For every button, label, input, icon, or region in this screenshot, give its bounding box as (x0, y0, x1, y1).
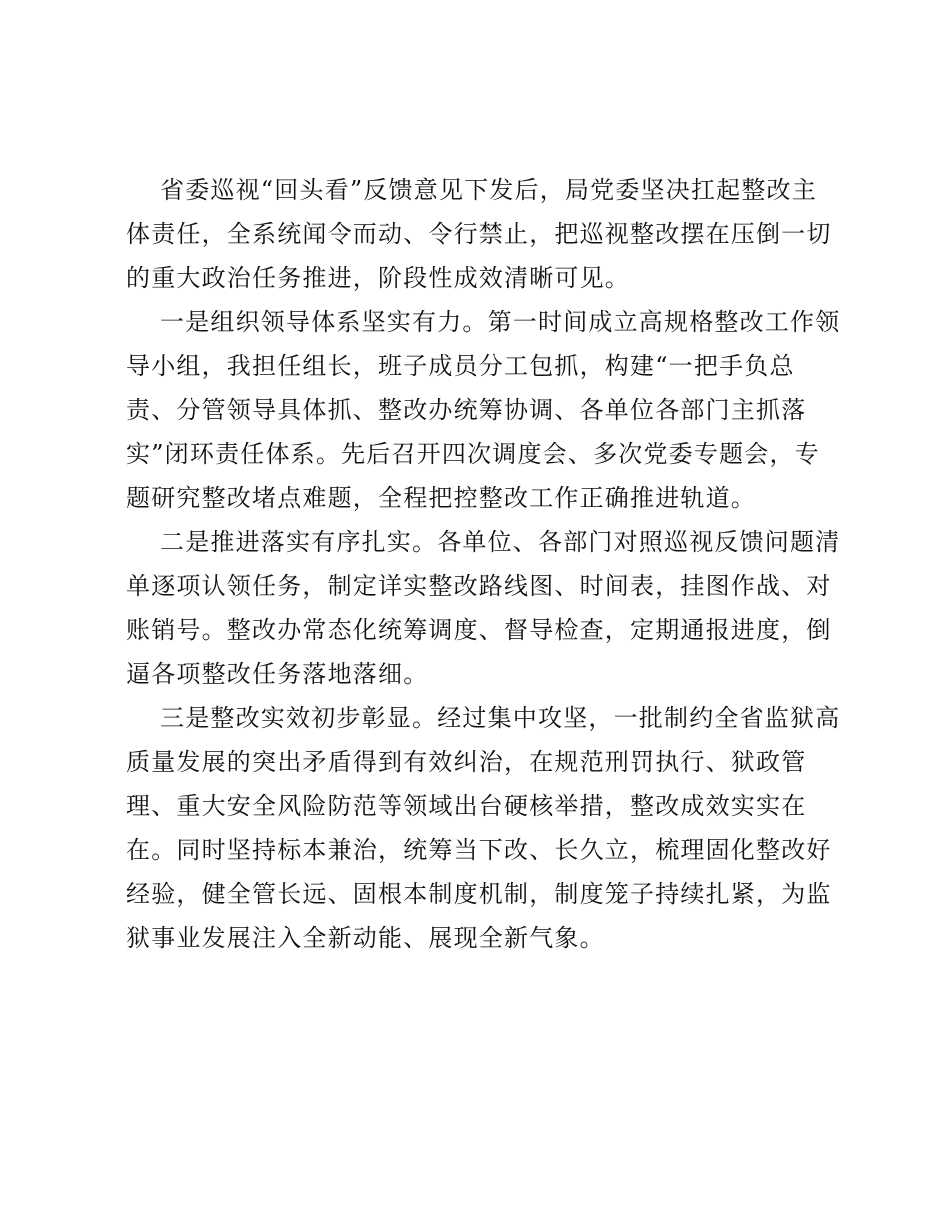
document-body (126, 168, 841, 960)
text-line: 逼各项整改任务落地落细。 (126, 660, 429, 688)
text-line: 实”闭环责任体系。先后召开四次调度会、多次党委专题会，专 (126, 440, 820, 468)
paragraph-intro (126, 168, 830, 300)
text-line: 三是整改实效初步彰显。经过集中攻坚，一批制约全省监狱高 (160, 704, 841, 732)
text-line: 在。同时坚持标本兼治，统筹当下改、长久立，梳理固化整改好 (126, 836, 832, 864)
text-line: 理、重大安全风险防范等领域出台硬核举措，整改成效实实在 (126, 792, 807, 820)
text-line: 责、分管领导具体抓、整改办统筹协调、各单位各部门主抓落 (126, 396, 807, 424)
paragraph-point-3 (126, 696, 841, 960)
text-line: 题研究整改堵点难题，全程把控整改工作正确推进轨道。 (126, 484, 756, 512)
paragraph-point-2 (126, 520, 841, 696)
text-line: 二是推进落实有序扎实。各单位、各部门对照巡视反馈问题清 (160, 528, 841, 556)
text-line: 经验，健全管长远、固根本制度机制，制度笼子持续扎紧，为监 (126, 880, 832, 908)
text-line: 一是组织领导体系坚实有力。第一时间成立高规格整改工作领 (160, 308, 841, 336)
text-line: 单逐项认领任务，制定详实整改路线图、时间表，挂图作战、对 (126, 572, 832, 600)
text-line: 狱事业发展注入全新动能、展现全新气象。 (126, 924, 605, 952)
text-line: 导小组，我担任组长，班子成员分工包抓，构建“一把手负总 (126, 352, 795, 380)
paragraph-point-1 (126, 300, 841, 520)
text-line: 账销号。整改办常态化统筹调度、督导检查，定期通报进度，倒 (126, 616, 832, 644)
text-line: 省委巡视“回头看”反馈意见下发后，局党委坚决扛起整改主 (160, 176, 817, 204)
text-line: 质量发展的突出矛盾得到有效纠治，在规范刑罚执行、狱政管 (126, 748, 807, 776)
text-line: 体责任，全系统闻令而动、令行禁止，把巡视整改摆在压倒一切 (126, 220, 832, 248)
text-line: 的重大政治任务推进，阶段性成效清晰可见。 (126, 264, 630, 292)
